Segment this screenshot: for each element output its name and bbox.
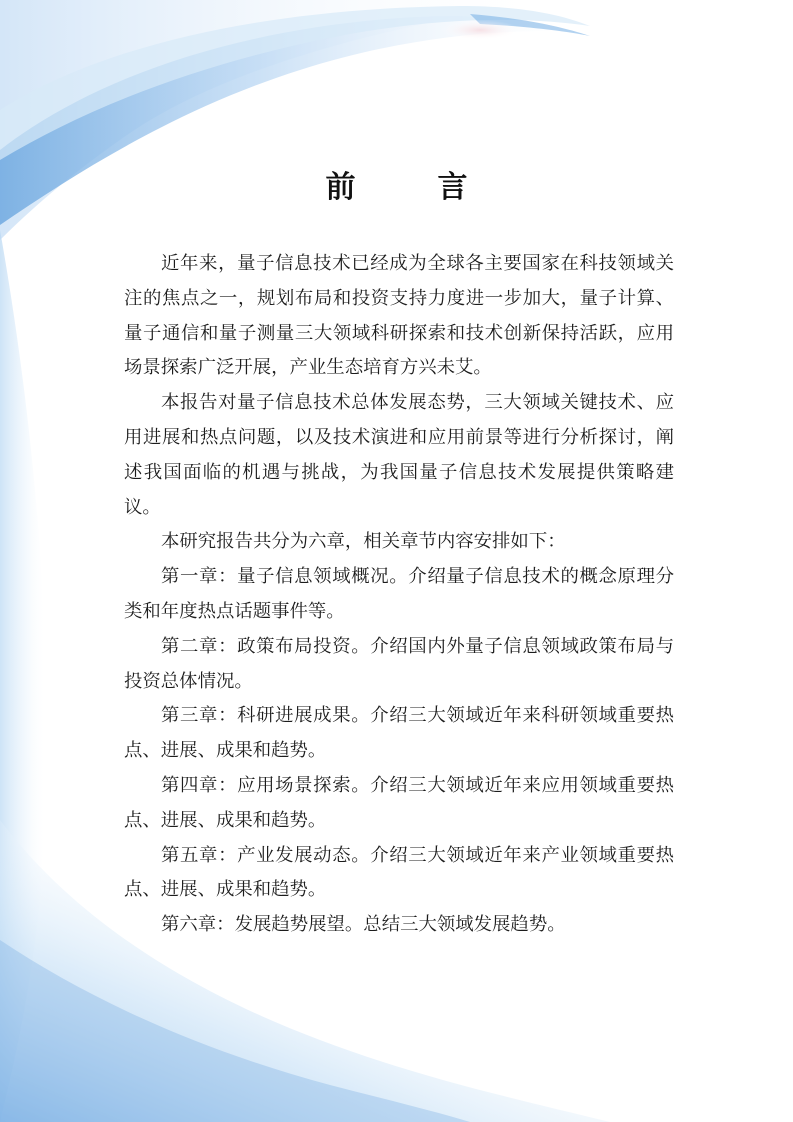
- paragraph-report-scope: 本报告对量子信息技术总体发展态势，三大领域关键技术、应用进展和热点问题，以及技术演进和应用前景等进行分析探讨，阐述我国面临的机遇与挑战，为我国量子信息技术发展提供策略建议。: [124, 392, 674, 518]
- paragraph-chapter-2: 第二章：政策布局投资。介绍国内外量子信息领域政策布局与投资总体情况。: [124, 635, 674, 692]
- paragraph-structure: 本研究报告共分为六章，相关章节内容安排如下：: [161, 531, 566, 553]
- paragraph-chapter-4: 第四章：应用场景探索。介绍三大领域近年来应用领域重要热点、进展、成果和趋势。: [124, 774, 674, 831]
- paragraph-chapter-6: 第六章：发展趋势展望。总结三大领域发展趋势。: [161, 914, 566, 936]
- preface-body: [124, 247, 674, 943]
- paragraph-intro: 近年来，量子信息技术已经成为全球各主要国家在科技领域关注的焦点之一，规划布局和投资支持力度进一步加大，量子计算、量子通信和量子测量三大领域科研探索和技术创新保持活跃，应用场景探索广泛开展，产业生态培育方兴未艾。: [124, 253, 674, 379]
- page-title: 前 言: [325, 170, 494, 205]
- paragraph-chapter-1: 第一章：量子信息领域概况。介绍量子信息技术的概念原理分类和年度热点话题事件等。: [124, 566, 674, 622]
- paragraph-chapter-3: 第三章：科研进展成果。介绍三大领域近年来科研领域重要热点、进展、成果和趋势。: [124, 705, 674, 762]
- paragraph-chapter-5: 第五章：产业发展动态。介绍三大领域近年来产业领域重要热点、进展、成果和趋势。: [124, 844, 674, 901]
